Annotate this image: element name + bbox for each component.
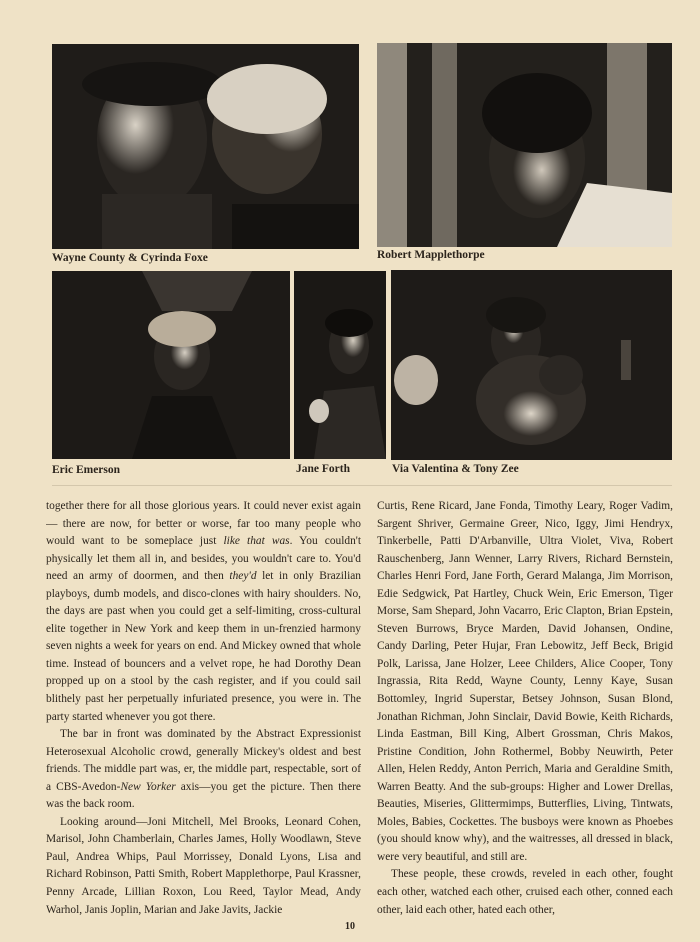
caption-robert-mapplethorpe: Robert Mapplethorpe bbox=[377, 249, 485, 261]
right-paragraph-1: Curtis, Rene Ricard, Jane Fonda, Timothy Leary, Roger Vadim, Sargent Shriver, Germaine Greer, Nico, Iggy, Jimi Hendryx, Tinkerbelle, Patti D'Arbanville, Ultra Violet, Viva, Robert Rauschenberg, Jann Wenner, Larry Rivers, Richard Bernstein, Charles Henri Ford, Jane Forth, Gerard Malanga, Jim Morrison, Edie Sedgwick, Pat Hartley, Chuck Wein, Eric Emerson, Tiger Morse, Sam Shepard, John Vacarro, Eric Clapton, Brian Epstein, Steven Burrows, Bryce Marden, David Johansen, Ondine, Candy Darling, Peter Hujar, Fran Lebowitz, Jeff Beck, Brigid Polk, Larissa, Jane Holzer, Leee Childers, Alice Cooper, Tony Ingrassia, Rita Redd, Wayne County, Lenny Kaye, Susan Bottomley, Ingrid Superstar, Betsey Johnson, Susan Blond, Jonathan Richman, John Sinclair, David Bowie, Keith Richards, Linda Eastman, Bill King, Albert Grossman, Chris Makos, Pristine Condition, John Rothermel, Bobby Neuwirth, Peter Allen, Helen Reddy, Anton Perrich, Maria and Geraldine Smith, Warren Beatty. And the sub-groups: Higher and Lower Drellas, Beauties, Miseries, Glittermimps, Butterflies, Living, Tintwats, Moles, Babies, Cockettes. The busboys were known as Phoebes (you should know why), and the waitresses, all dressed in black, were very beautiful, and still are. bbox=[377, 500, 673, 863]
left-text-column bbox=[46, 498, 361, 916]
caption-eric-emerson: Eric Emerson bbox=[52, 464, 121, 476]
left-paragraph-3: Looking around—Joni Mitchell, Mel Brooks, Leonard Cohen, Marisol, John Chamberlain, Charles James, Holly Woodlawn, Steve Paul, Andrea Whips, Paul Morrissey, Donald Lyons, Lisa and Richard Robinson, Patti Smith, Robert Mapplethorpe, Paul Krassner, Penny Arcade, Lillian Roxon, Lou Reed, Taylor Mead, Andy Warhol, Janis Joplin, Marian and Jake Javits, Jackie bbox=[46, 815, 361, 916]
section-divider bbox=[52, 485, 672, 486]
right-text-column bbox=[377, 498, 673, 916]
photo-robert-mapplethorpe bbox=[377, 43, 672, 247]
right-paragraph-2: These people, these crowds, reveled in each other, fought each other, watched each other, cruised each other, conned each other, laid each other, hated each other, bbox=[377, 868, 673, 916]
photo-via-valentina-tony-zee bbox=[391, 270, 672, 460]
caption-via-valentina-tony-zee: Via Valentina & Tony Zee bbox=[392, 463, 519, 475]
caption-wayne-county-cyrinda-foxe: Wayne County & Cyrinda Foxe bbox=[52, 252, 208, 264]
page-number: 10 bbox=[345, 921, 355, 932]
left-paragraph-2: The bar in front was dominated by the Abstract Expressionist Heterosexual Alcoholic crowd, generally Mickey's oldest and best friends. The middle part was, er, the middle part, respectable, sort of a CBS-Avedon-New Yorker axis—you get the picture. Then there was the back room. bbox=[46, 728, 361, 811]
caption-jane-forth: Jane Forth bbox=[296, 463, 350, 475]
photo-wayne-county-cyrinda-foxe bbox=[52, 44, 359, 249]
photo-eric-emerson bbox=[52, 271, 290, 459]
photo-jane-forth bbox=[294, 271, 386, 459]
left-paragraph-1: together there for all those glorious years. It could never exist again — there are now, for better or worse, far too many people who would want to be someplace just like that was. You couldn't physically let them all in, and besides, you wouldn't care to. You'd need an army of doormen, and then they'd let in only Brazilian playboys, dumb models, and disco-clones with hairy shoulders. No, the days are past when you could get a self-limiting, cross-cultural elite together in New York and keep them in un-frenzied harmony seven nights a week for years on end. And Mickey owned that whole time. Instead of bouncers and a velvet rope, he had Dorothy Dean propped up on a stool by the cash register, and if you could sail blithely past her perpetually infuriated presence, you were in. The party started whenever you got there. bbox=[46, 500, 361, 723]
